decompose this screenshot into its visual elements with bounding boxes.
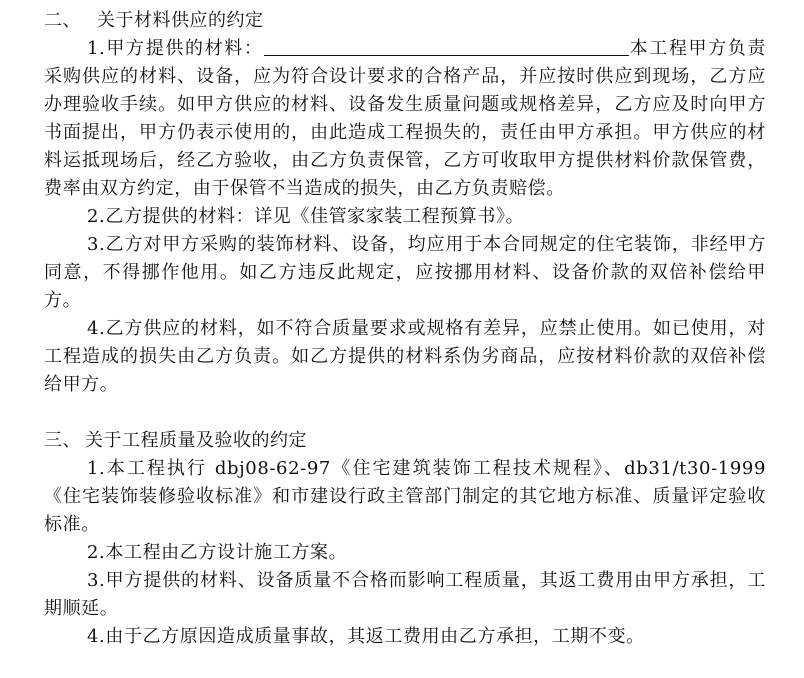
- section-3-item-1: 1.本工程执行 dbj08-62-97《住宅建筑装饰工程技术规程》、db31/t30-1999《住宅装饰装修验收标准》和市建设行政主管部门制定的其它地方标准、质量评定验收标准。: [44, 458, 766, 535]
- section-3-heading: [44, 427, 766, 455]
- section-2-heading: [44, 7, 766, 35]
- section-2-number: 二、: [44, 10, 81, 31]
- section-2-item-2: 2.乙方提供的材料：详见《佳管家家装工程预算书》。: [87, 206, 525, 227]
- section-2-item-1-text: 本工程甲方负责采购供应的材料、设备，应为符合设计要求的合格产品，并应按时供应到现场，乙方应办理验收手续。如甲方供应的材料、设备发生质量问题或规格差异，乙方应及时向甲方书面提出，甲方仍表示使用的，由此造成工程损失的，责任由甲方承担。甲方供应的材料运抵现场后，经乙方验收，由乙方负责保管，乙方可收取甲方提供材料价款保管费，费率由双方约定，由于保管不当造成的损失，由乙方负责赔偿。: [44, 38, 766, 199]
- section-3-title: 关于工程质量及验收的约定: [85, 430, 307, 451]
- section-3-item-4: 4.由于乙方原因造成质量事故，其返工费用由乙方承担，工期不变。: [87, 626, 645, 647]
- contract-document: [44, 7, 766, 651]
- section-3-item-3: 3.甲方提供的材料、设备质量不合格而影响工程质量，其返工费用由甲方承担，工期顺延。: [44, 570, 766, 619]
- section-divider-space: [44, 399, 766, 427]
- section-2-item-1-lead: 1.甲方提供的材料：: [87, 38, 264, 59]
- section-3-item-2: 2.本工程由乙方设计施工方案。: [87, 542, 348, 563]
- section-3-number: 三、: [44, 430, 81, 451]
- fill-in-blank[interactable]: [264, 35, 629, 56]
- section-2-item-3: 3.乙方对甲方采购的装饰材料、设备，均应用于本合同规定的住宅装饰，非经甲方同意，不得挪作他用。如乙方违反此规定，应按挪用材料、设备价款的双倍补偿给甲方。: [44, 234, 766, 311]
- section-2-item-4: 4.乙方供应的材料，如不符合质量要求或规格有差异，应禁止使用。如已使用，对工程造成的损失由乙方负责。如乙方提供的材料系伪劣商品，应按材料价款的双倍补偿给甲方。: [44, 318, 766, 395]
- section-2-title: 关于材料供应的约定: [97, 10, 264, 31]
- section-2-item-1: [44, 35, 766, 203]
